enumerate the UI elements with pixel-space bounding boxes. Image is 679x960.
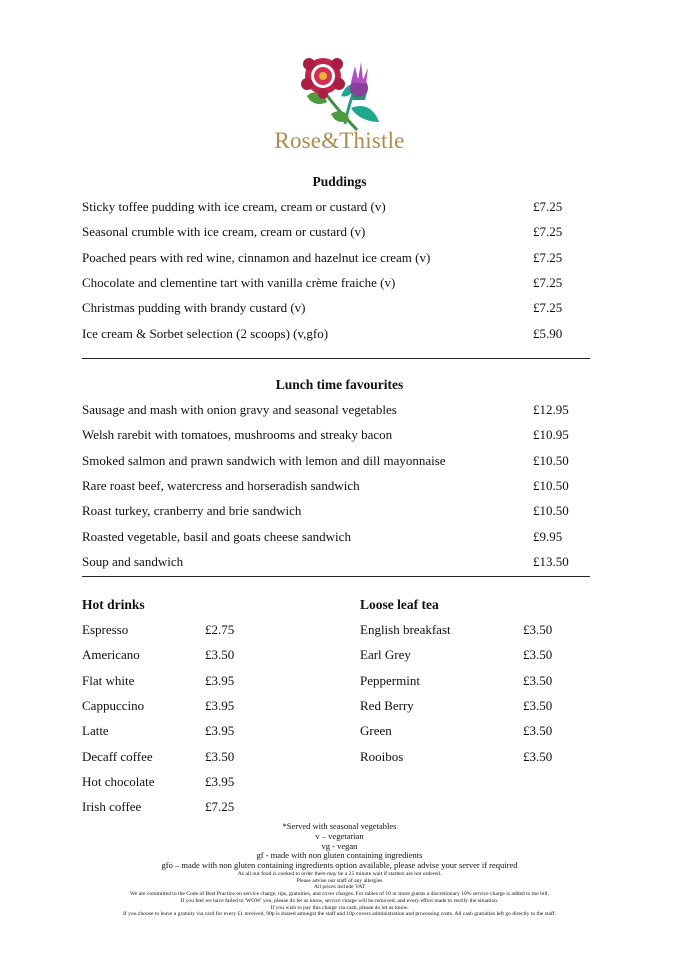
drink-name: Flat white: [82, 672, 135, 688]
menu-item-price: £9.95: [533, 528, 563, 544]
menu-item: [82, 199, 582, 217]
menu-item-name: Christmas pudding with brandy custard (v): [82, 300, 306, 316]
drink-price: £3.95: [205, 672, 235, 688]
menu-item-name: Soup and sandwich: [82, 553, 184, 569]
drink-price: £3.50: [523, 697, 553, 713]
menu-item-price: £10.50: [533, 452, 569, 468]
drink-price: £7.25: [205, 799, 235, 815]
menu-item: [82, 427, 582, 445]
drink-price: £3.95: [205, 697, 235, 713]
drink-name: Earl Grey: [360, 647, 411, 663]
drink-name: Peppermint: [360, 672, 420, 688]
drink-price: £3.50: [523, 748, 553, 764]
drink-name: Americano: [82, 647, 140, 663]
menu-item-name: Poached pears with red wine, cinnamon and hazelnut ice cream (v): [82, 249, 431, 265]
menu-item-price: £10.95: [533, 427, 569, 443]
menu-item-price: £7.25: [533, 224, 563, 240]
section-title-lunch: Lunch time favourites: [275, 377, 404, 392]
menu-item-price: £7.25: [533, 300, 563, 316]
note-line: v – vegetarian: [315, 830, 364, 841]
menu-item: [82, 250, 582, 268]
drink-price: £3.50: [523, 672, 553, 688]
menu-item-name: Sticky toffee pudding with ice cream, cream or custard (v): [82, 199, 386, 214]
fine-print-line: If you choose to leave a gratuity via card for every £1 received, 90p is shared amongst the staff and 10p covers administration and processing costs. All cash gratuities left go directly to the staff.: [122, 911, 557, 918]
footnotes: [0, 822, 679, 918]
menu-item-name: Rare roast beef, watercress and horseradish sandwich: [82, 477, 360, 493]
fine-print-line: We are committed to the Code of Best Practice on service charge, tips, gratuities, and cover charges. For tables of 10 or more guests a discretionary 10% service charge is added to the bill.: [130, 891, 549, 898]
drink-name: Irish coffee: [82, 799, 142, 815]
fine-print-line: As all our food is cooked to order there may be a 25 minute wait if starters are not ordered.: [237, 870, 442, 877]
drink-price: £3.50: [523, 723, 553, 739]
menu-item: [82, 402, 582, 420]
fine-print-line: All prices include VAT: [313, 884, 366, 891]
drink-name: Latte: [82, 723, 109, 739]
drink-name: Decaff coffee: [82, 748, 153, 764]
fine-print-line: If you feel we have failed to 'WOW' you, please do let us know, service charge will be removed, and every effort made to rectify the situation.: [180, 897, 499, 904]
section-title-hot-drinks: Hot drinks: [82, 597, 145, 612]
drink-name: Red Berry: [360, 697, 414, 713]
drink-price: £3.95: [205, 723, 235, 739]
menu-item-price: £5.90: [533, 325, 563, 341]
menu-item: [82, 275, 582, 293]
drink-price: £3.50: [205, 647, 235, 663]
note-line: gf - made with non gluten containing ingredients: [256, 850, 423, 861]
menu-item-name: Sausage and mash with onion gravy and seasonal vegetables: [82, 402, 397, 417]
divider: [82, 576, 590, 577]
brand-name: Rose&Thistle: [274, 128, 405, 153]
menu-item: [82, 529, 582, 547]
menu-item: [82, 503, 582, 521]
drink-price: £3.50: [205, 748, 235, 764]
menu-item-price: £10.50: [533, 503, 569, 519]
menu-item-price: £13.50: [533, 553, 569, 569]
drink-name: Green: [360, 723, 392, 739]
drink-name: Espresso: [82, 622, 129, 637]
note-line: vg - vegan: [321, 840, 358, 851]
menu-item: [82, 554, 582, 572]
menu-item-name: Roasted vegetable, basil and goats cheese sandwich: [82, 528, 351, 544]
note-line: gfo – made with non gluten containing ingredients option available, please advise your server if required: [161, 860, 518, 871]
drink-name: Hot chocolate: [82, 773, 155, 789]
menu-item-name: Chocolate and clementine tart with vanilla crème fraiche (v): [82, 274, 396, 290]
menu-item-price: £12.95: [533, 402, 569, 417]
drink-name: Cappuccino: [82, 697, 145, 713]
menu-item-name: Roast turkey, cranberry and brie sandwich: [82, 503, 302, 519]
menu-item-name: Seasonal crumble with ice cream, cream or custard (v): [82, 224, 366, 240]
menu-item: [82, 453, 582, 471]
menu-item-name: Welsh rarebit with tomatoes, mushrooms and streaky bacon: [82, 427, 393, 443]
menu-item-price: £7.25: [533, 274, 563, 290]
menu-item-price: £7.25: [533, 199, 563, 214]
section-title-puddings: Puddings: [312, 174, 367, 189]
menu-item: [82, 326, 582, 344]
drink-price: £2.75: [205, 622, 235, 637]
section-title-tea: Loose leaf tea: [360, 597, 439, 612]
note-line: *Served with seasonal vegetables: [282, 821, 397, 831]
menu-item: [82, 300, 582, 318]
drink-price: £3.50: [523, 647, 553, 663]
drink-name: Rooibos: [360, 748, 404, 764]
fine-print-line: If you wish to pay this charge via cash, please do let us know.: [270, 904, 409, 911]
menu-item: [82, 478, 582, 496]
fine-print-line: Please advise our staff of any allergies: [296, 877, 383, 884]
menu-item: [82, 224, 582, 242]
divider: [82, 358, 590, 359]
menu-item-name: Smoked salmon and prawn sandwich with lemon and dill mayonnaise: [82, 452, 446, 468]
menu-item-price: £7.25: [533, 249, 563, 265]
menu-item-name: Ice cream & Sorbet selection (2 scoops) (v,gfo): [82, 325, 329, 341]
drink-name: English breakfast: [360, 622, 451, 637]
drink-price: £3.50: [523, 622, 553, 637]
drink-price: £3.95: [205, 773, 235, 789]
rose-and-thistle-emblem-icon: [295, 52, 385, 134]
menu-item-price: £10.50: [533, 477, 569, 493]
